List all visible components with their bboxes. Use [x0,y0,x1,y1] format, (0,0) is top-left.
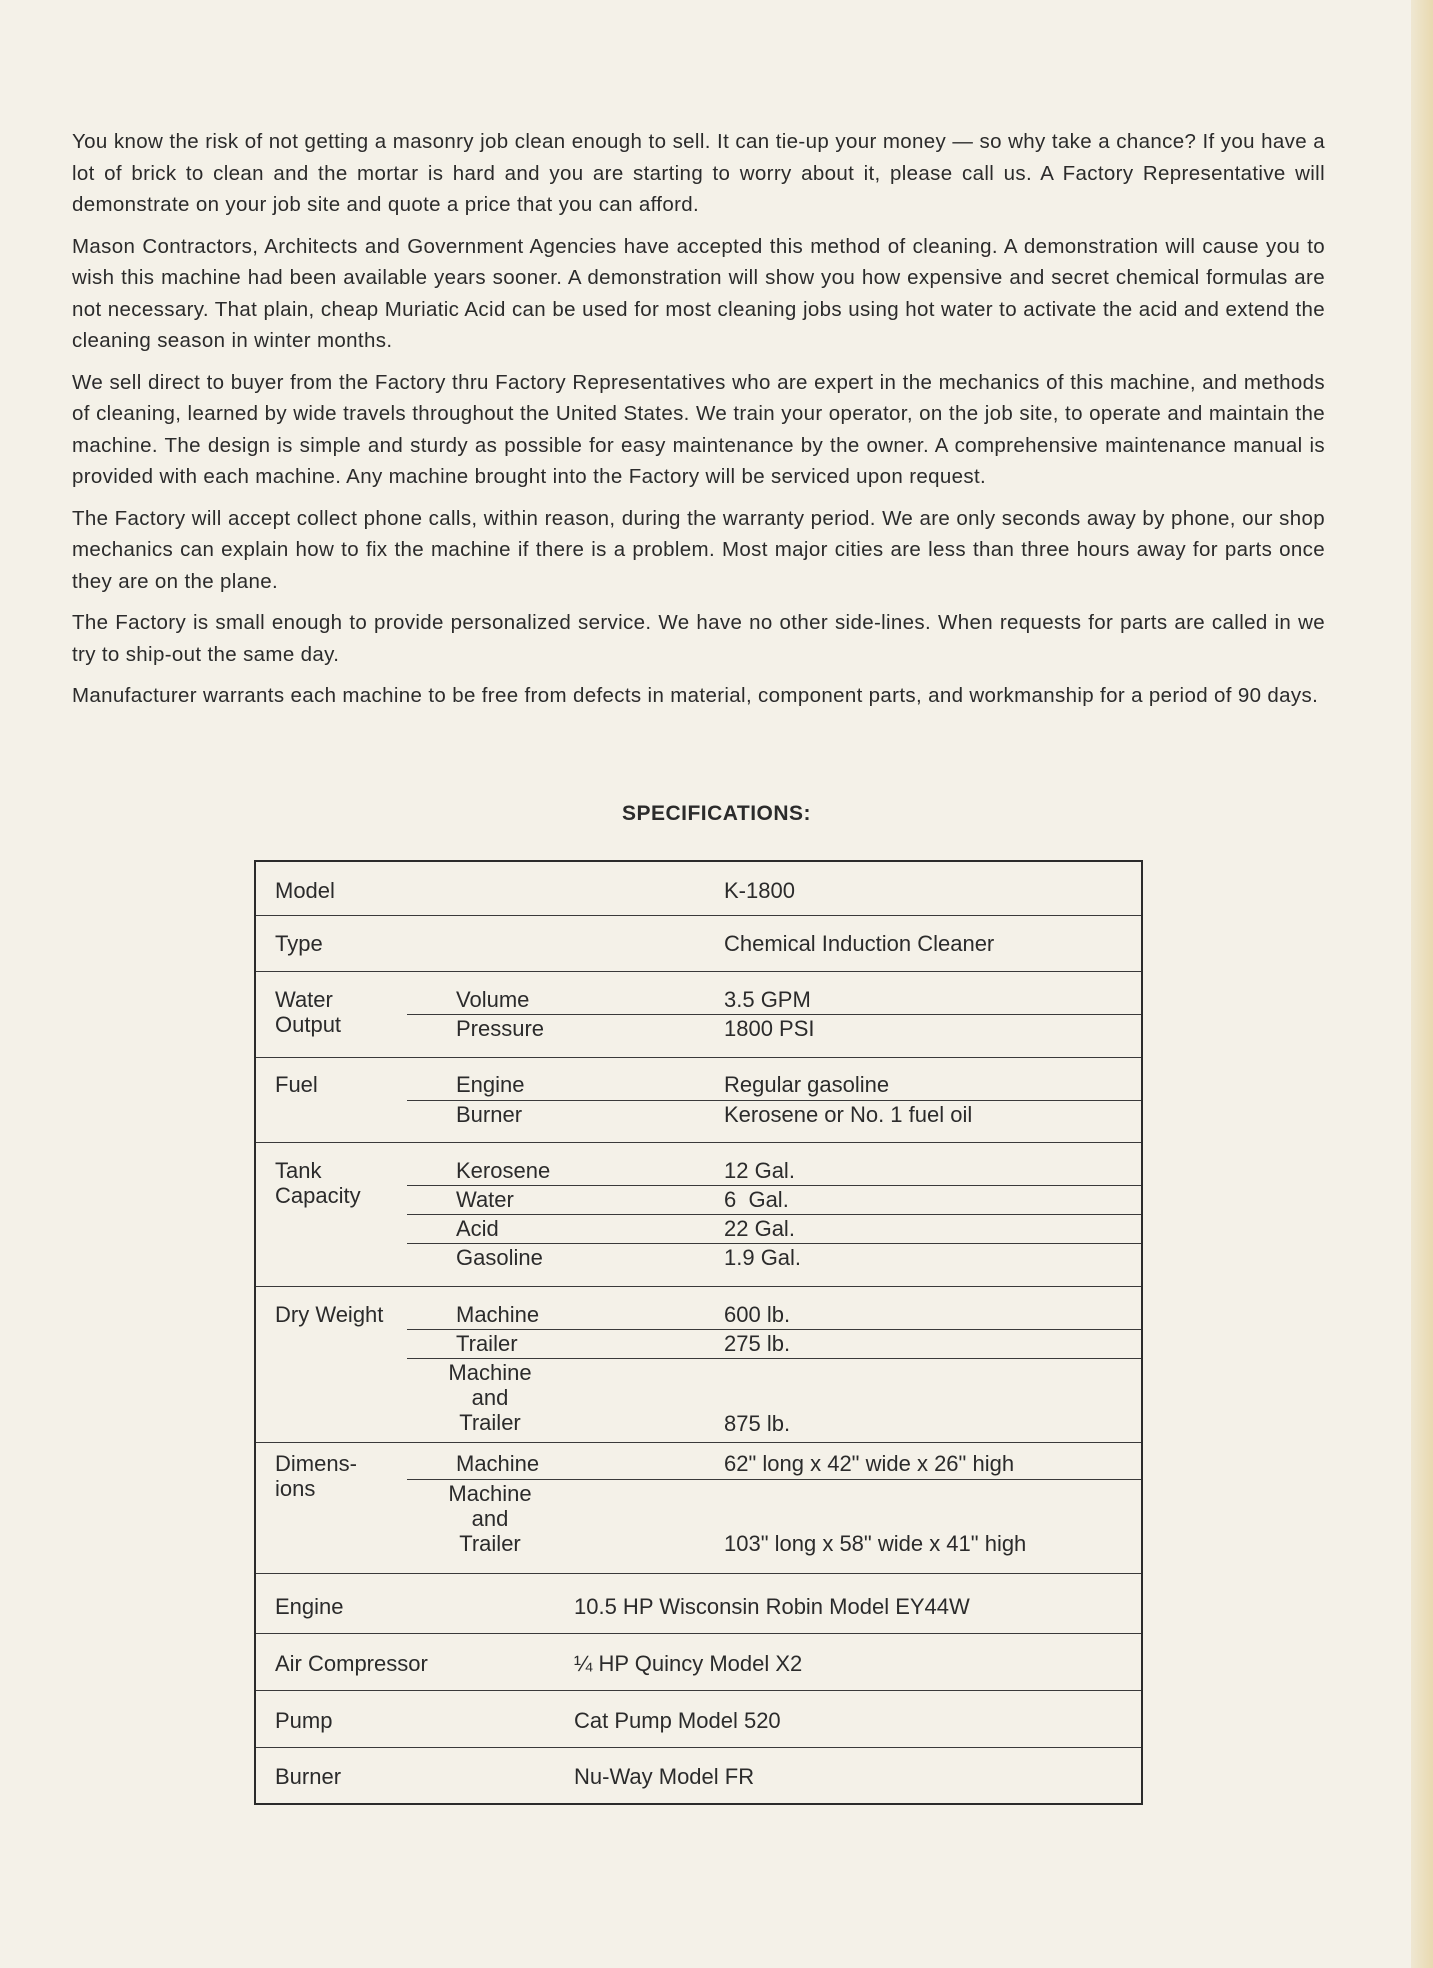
spec-label-engine: Engine [275,1594,344,1619]
spec-label-weight-machine: Machine [456,1302,540,1327]
spec-label-tank-gasoline: Gasoline [456,1245,543,1270]
spec-label-fuel-engine: Engine [456,1072,525,1097]
spec-label-dimensions-machine-and-trailer: Machine and Trailer [448,1481,532,1556]
paragraph-risk: You know the risk of not getting a masonry job clean enough to sell. It can tie-up your money — so why take a chance? If you have a lot of brick to clean and the mortar is hard and you are starting to worry about it, please call us. A Factory Representative will demonstrate on your job site and quote a price that you can afford. [72,130,1325,216]
divider [256,1442,1141,1443]
spec-group-dimensions: Dimens- ions [275,1451,357,1501]
spec-value-pump: Cat Pump Model 520 [574,1708,781,1733]
divider [256,1573,1141,1574]
spec-value-engine: 10.5 HP Wisconsin Robin Model EY44W [574,1594,970,1619]
divider [407,1214,1141,1215]
divider [256,1286,1141,1287]
spec-value-fuel-burner: Kerosene or No. 1 fuel oil [724,1102,973,1127]
spec-label-tank-acid: Acid [456,1216,499,1241]
spec-value-dimensions-machine: 62" long x 42" wide x 26" high [724,1451,1015,1476]
spec-value-tank-acid: 22 Gal. [724,1216,795,1241]
paragraph-direct-sales: We sell direct to buyer from the Factory thru Factory Representatives who are expert in the mechanics of this machine, and methods of cleaning, learned by wide travels throughout the United States. We train your operator, on the job site, to operate and maintain the machine. The design is simple and sturdy as possible for easy maintenance by the owner. A comprehensive maintenance manual is provided with each machine. Any machine brought into the Factory will be serviced upon request. [72,370,1325,488]
body-text [72,126,1325,722]
divider [407,1329,1141,1330]
spec-group-tank-capacity: Tank Capacity [275,1158,361,1208]
spec-label-tank-water: Water [456,1187,514,1212]
spec-value-model: K-1800 [724,878,795,903]
spec-group-fuel: Fuel [275,1072,318,1097]
specifications-table [254,860,1143,1805]
divider [407,1100,1141,1101]
spec-group-water-output: Water Output [275,987,342,1037]
spec-value-tank-gasoline: 1.9 Gal. [724,1245,802,1270]
spec-label-pressure: Pressure [456,1016,545,1041]
spec-value-tank-kerosene: 12 Gal. [724,1158,795,1183]
spec-label-dimensions-machine: Machine [456,1451,540,1476]
spec-value-weight-machine: 600 lb. [724,1302,791,1327]
spec-label-type: Type [275,931,323,956]
divider [256,915,1141,916]
spec-label-burner: Burner [275,1764,342,1789]
page-edge [1411,0,1433,1968]
spec-label-weight-trailer: Trailer [456,1331,518,1356]
paragraph-phone-support: The Factory will accept collect phone calls, within reason, during the warranty period. We are only seconds away by phone, our shop mechanics can explain how to fix the machine if there is a problem. Most major cities are less than three hours away for parts once they are on the plane. [72,506,1325,593]
paragraph-service: The Factory is small enough to provide personalized service. We have no other side-lines. When requests for parts are called in we try to ship-out the same day. [72,611,1325,666]
divider [256,1057,1141,1058]
spec-value-type: Chemical Induction Cleaner [724,931,995,956]
divider [407,1358,1141,1359]
spec-value-volume: 3.5 GPM [724,987,811,1012]
divider [256,1633,1141,1634]
spec-label-model: Model [275,878,335,903]
spec-label-fuel-burner: Burner [456,1102,523,1127]
spec-label-tank-kerosene: Kerosene [456,1158,551,1183]
divider [256,971,1141,972]
divider [407,1479,1141,1480]
spec-value-dimensions-machine-and-trailer: 103" long x 58" wide x 41" high [724,1531,1027,1556]
spec-label-air-compressor: Air Compressor [275,1651,428,1676]
spec-value-tank-water: 6 Gal. [724,1187,789,1212]
divider [407,1185,1141,1186]
spec-value-air-compressor: ¼ HP Quincy Model X2 [574,1651,803,1676]
spec-label-weight-machine-and-trailer: Machine and Trailer [448,1360,532,1435]
spec-label-pump: Pump [275,1708,333,1733]
divider [256,1747,1141,1748]
spec-value-weight-machine-and-trailer: 875 lb. [724,1411,791,1436]
spec-value-burner: Nu-Way Model FR [574,1764,755,1789]
divider [256,1690,1141,1691]
specifications-heading: SPECIFICATIONS: [621,802,812,825]
spec-value-weight-trailer: 275 lb. [724,1331,791,1356]
spec-value-pressure: 1800 PSI [724,1016,815,1041]
divider [407,1014,1141,1015]
spec-group-dry-weight: Dry Weight [275,1302,384,1327]
spec-label-volume: Volume [456,987,530,1012]
paragraph-warranty: Manufacturer warrants each machine to be free from defects in material, component parts, and workmanship for a period of 90 days. [72,684,1319,707]
paragraph-acceptance: Mason Contractors, Architects and Government Agencies have accepted this method of cleaning. A demonstration will cause you to wish this machine had been available years sooner. A demonstration will show you how expensive and secret chemical formulas are not necessary. That plain, cheap Muriatic Acid can be used for most cleaning jobs using hot water to activate the acid and extend the cleaning season in winter months. [72,234,1325,352]
divider [407,1243,1141,1244]
divider [256,1142,1141,1143]
spec-value-fuel-engine: Regular gasoline [724,1072,890,1097]
